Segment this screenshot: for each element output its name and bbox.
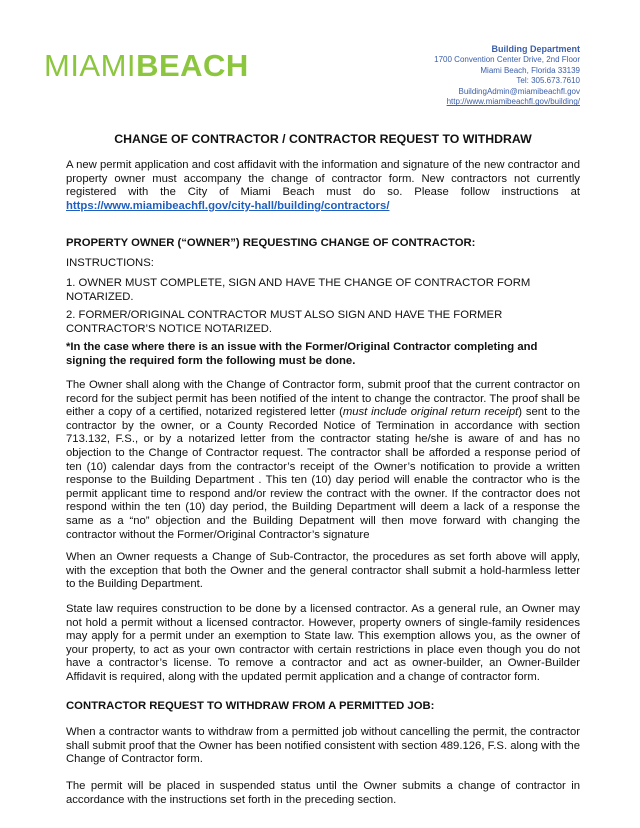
withdraw-paragraph-2: The permit will be placed in suspended status until the Owner submits a change of contractor in accordance with the instructions set forth in the preceding section. [66,780,580,806]
owner-section-heading: PROPERTY OWNER (“OWNER”) REQUESTING CHANGE OF CONTRACTOR: [66,237,476,249]
department-name: Building Department [491,44,580,54]
contractors-link[interactable]: https://www.miamibeachfl.gov/city-hall/building/contractors/ [66,199,390,212]
owner-proof-paragraph [66,379,580,542]
email-link[interactable]: BuildingAdmin@miamibeachfl.gov [458,86,580,96]
owner-proof-text-b: ) sent to the contractor by the owner, or a County Recorded Notice of Termination in accordance with section 713.132, F.S., or by a notarized letter from the contractor stating he/she is aware of and has no objection to the Change of Contractor request. The contractor shall be afforded a response period of ten (10) calendar days from the contractor’s receipt of the Owner’s notification to provide a written response to the Building Department . This ten (10) day period will enable the contractor who is the permit applicant time to respond and/or review the contract with the owner. If the contractor does not respond within the ten (10) day period, the Building Department will deem a lack of a response the same as a “no” objection and the Building Depatment will then move forward with changing the contractor without the Former/Original Contractor’s signature [66,406,581,541]
owner-proof-text-a: The Owner shall along with the Change of Contractor form, submit proof that the current contractor on record for the subject permit has been notified of the intent to change the contractor. The proof shall be either a copy of a certified, notarized registered letter ( [66,379,580,419]
instruction-step-1: 1. OWNER MUST COMPLETE, SIGN AND HAVE THE CHANGE OF CONTRACTOR FORM NOTARIZED. [66,277,531,303]
logo-text-beach: BEACH [136,48,249,83]
address-line-2: Miami Beach, Florida 33139 [480,65,580,75]
logo-text-miami: MIAMI [44,48,137,83]
withdraw-section-heading: CONTRACTOR REQUEST TO WITHDRAW FROM A PERMITTED JOB: [66,700,435,712]
website-link[interactable]: http://www.miamibeachfl.gov/building/ [446,97,580,107]
owner-builder-paragraph: State law requires construction to be done by a licensed contractor. As a general rule, an Owner may not hold a permit without a licensed contractor. However, property owners of single-family residences may apply for a permit under an exemption to State law. This exemption allows you, as the owner of your property, to act as your own contractor with certain restrictions in place even though you do not have a contractor’s license. To remove a contractor and act as owner-builder, an Owner-Builder Affidavit is required, along with the updated permit application and a change of contractor form. [66,603,580,683]
department-contact-block [434,44,580,108]
instructions-label: INSTRUCTIONS: [66,257,154,269]
sub-contractor-paragraph: When an Owner requests a Change of Sub-Contractor, the procedures as set forth above will apply, with the exception that both the Owner and the general contractor shall submit a hold-harmless letter to the Building Department. [66,551,580,591]
withdraw-paragraph-1: When a contractor wants to withdraw from a permitted job without cancelling the permit, the contractor shall submit proof that the Owner has been notified consistent with section 489.126, F.S. along with the Change of Contractor form. [66,726,580,766]
miami-beach-logo [44,50,249,81]
intro-paragraph [66,159,580,213]
former-contractor-note: *In the case where there is an issue with the Former/Original Contractor completing and signing the required form the following must be done. [66,341,538,367]
phone-number: Tel: 305.673.7610 [516,76,580,86]
owner-proof-text-italic: must include original return receipt [342,406,519,419]
instruction-step-2: 2. FORMER/ORIGINAL CONTRACTOR MUST ALSO SIGN AND HAVE THE FORMER CONTRACTOR’S NOTICE NOTARIZED. [66,309,503,335]
address-line-1: 1700 Convention Center Drive, 2nd Floor [434,55,580,64]
intro-text: A new permit application and cost affidavit with the information and signature of the new contractor and property owner must accompany the change of contractor form. New contractors not currently registered with the City of Miami Beach must do so. Please follow instructions at [66,159,580,199]
page-title: CHANGE OF CONTRACTOR / CONTRACTOR REQUEST TO WITHDRAW [114,132,532,146]
